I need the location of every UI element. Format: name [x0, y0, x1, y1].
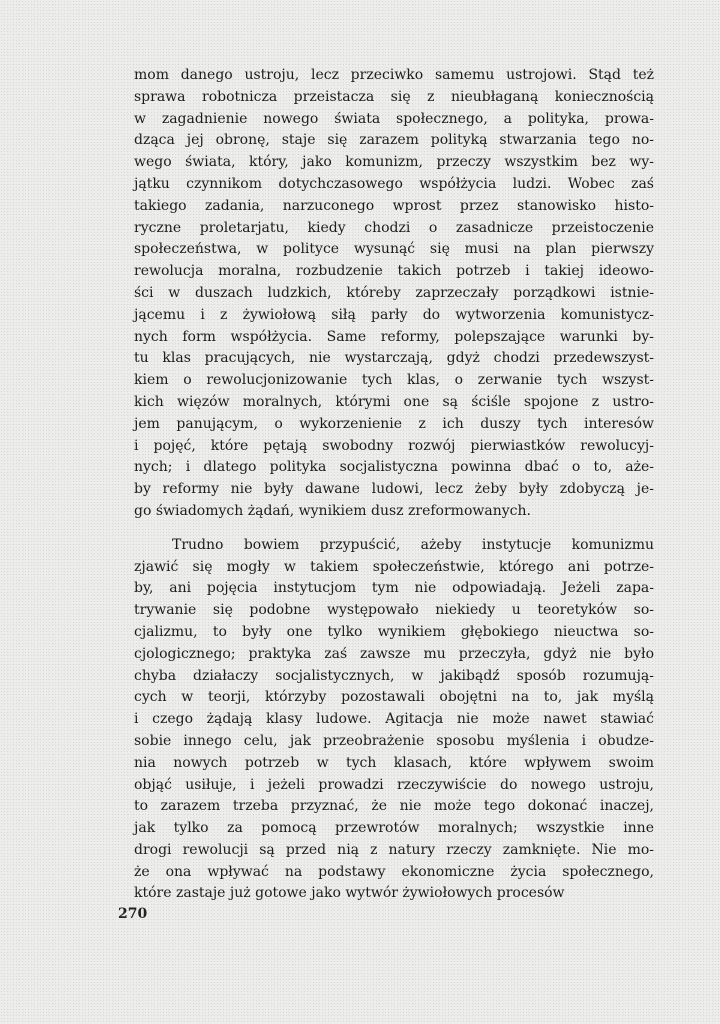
text-line: takiego zadania, narzuconego wprost przez stanowisko histo- — [134, 197, 654, 214]
paragraph-gap — [134, 523, 654, 535]
text-line: jem panującym, o wykorzenienie z ich duszy tych interesów — [134, 415, 654, 432]
text-line: kiem o rewolucjonizowanie tych klas, o zerwanie tych wszyst- — [134, 372, 654, 389]
text-line: chyba działaczy socjalistycznych, w jakibądź sposób rozumują- — [134, 667, 654, 684]
text-line: go świadomych żądań, wynikiem dusz zreformowanych. — [134, 502, 531, 519]
text-line: by, ani pojęcia instytucjom tym nie odpowiadają. Jeżeli zapa- — [134, 580, 654, 597]
text-line: Trudno bowiem przypuścić, ażeby instytucje komunizmu — [172, 536, 654, 553]
text-line: i czego żądają klasy ludowe. Agitacja nie może nawet stawiać — [134, 711, 654, 728]
text-line: zjawić się mogły w takiem społeczeństwie, którego ani potrze- — [134, 558, 654, 575]
text-line: cjologicznego; praktyka zaś zawsze mu przeczyła, gdyż nie było — [134, 645, 654, 662]
text-line: by reformy nie były dawane ludowi, lecz żeby były zdobyczą je- — [134, 481, 654, 498]
text-line: nych; i dlatego polityka socjalistyczna powinna dbać o to, aże- — [134, 459, 654, 476]
text-line: ści w duszach ludzkich, któreby zaprzeczały porządkowi istnie- — [134, 284, 654, 301]
text-line: dząca jej obronę, staje się zarazem polityką stwarzania tego no- — [134, 132, 654, 149]
text-line: cjalizmu, to były one tylko wynikiem głębokiego nieuctwa so- — [134, 623, 654, 640]
text-line: jącemu i z żywiołową siłą parły do wytworzenia komunistycz- — [134, 306, 654, 323]
text-line: ryczne proletarjatu, kiedy chodzi o zasadnicze przeistoczenie — [134, 219, 654, 236]
text-line: i pojęć, które pętają swobodny rozwój pierwiastków rewolucyj- — [134, 437, 654, 454]
text-line: sobie innego celu, jak przeobrażenie sposobu myślenia i obudze- — [134, 732, 654, 749]
text-line: jak tylko za pomocą przewrotów moralnych; wszystkie inne — [134, 820, 654, 837]
text-line: wego świata, który, jako komunizm, przeczy wszystkim bez wy- — [134, 154, 654, 171]
body-text — [134, 65, 654, 905]
text-line: kich więzów moralnych, którymi one są ściśle spojone z ustro- — [134, 393, 654, 410]
text-line: jątku czynnikom dotychczasowego współżycia ludzi. Wobec zaś — [134, 175, 654, 192]
text-line: cych w teorji, którzyby pozostawali obojętni na to, jak myślą — [134, 689, 654, 706]
text-line: rewolucja moralna, rozbudzenie takich potrzeb i takiej ideowo- — [134, 263, 654, 280]
text-line: tu klas pracujących, nie wystarczają, gdyż chodzi przedewszyst- — [134, 350, 654, 367]
text-line: nych form współżycia. Same reformy, polepszające warunki by- — [134, 328, 654, 345]
text-line: drogi rewolucji są przed nią z natury rzeczy zamknięte. Nie mo- — [134, 841, 654, 858]
text-line: w zagadnienie nowego świata społecznego, a polityka, prowa- — [134, 110, 654, 127]
text-line: mom danego ustroju, lecz przeciwko samemu ustrojowi. Stąd też — [134, 67, 654, 83]
text-line: sprawa robotnicza przeistacza się z nieubłaganą koniecznością — [134, 88, 654, 105]
text-line: które zastaje już gotowe jako wytwór żywiołowych procesów — [134, 885, 565, 902]
paragraph-1 — [134, 65, 654, 523]
text-line: że ona wpływać na podstawy ekonomiczne życia społecznego, — [134, 863, 654, 880]
text-line: trywanie się podobne występowało niekiedy u teoretyków so- — [134, 602, 654, 619]
text-line: społeczeństwa, w polityce wysunąć się musi na plan pierwszy — [134, 241, 654, 258]
text-line: to zarazem trzeba przyznać, że nie może tego dokonać inaczej, — [134, 798, 654, 815]
page-number: 270 — [118, 906, 148, 922]
paragraph-2 — [134, 535, 654, 906]
text-line: objąć usiłuje, i jeżeli prowadzi rzeczywiście do nowego ustroju, — [134, 776, 654, 793]
text-line: nia nowych potrzeb w tych klasach, które wpływem swoim — [134, 754, 654, 771]
